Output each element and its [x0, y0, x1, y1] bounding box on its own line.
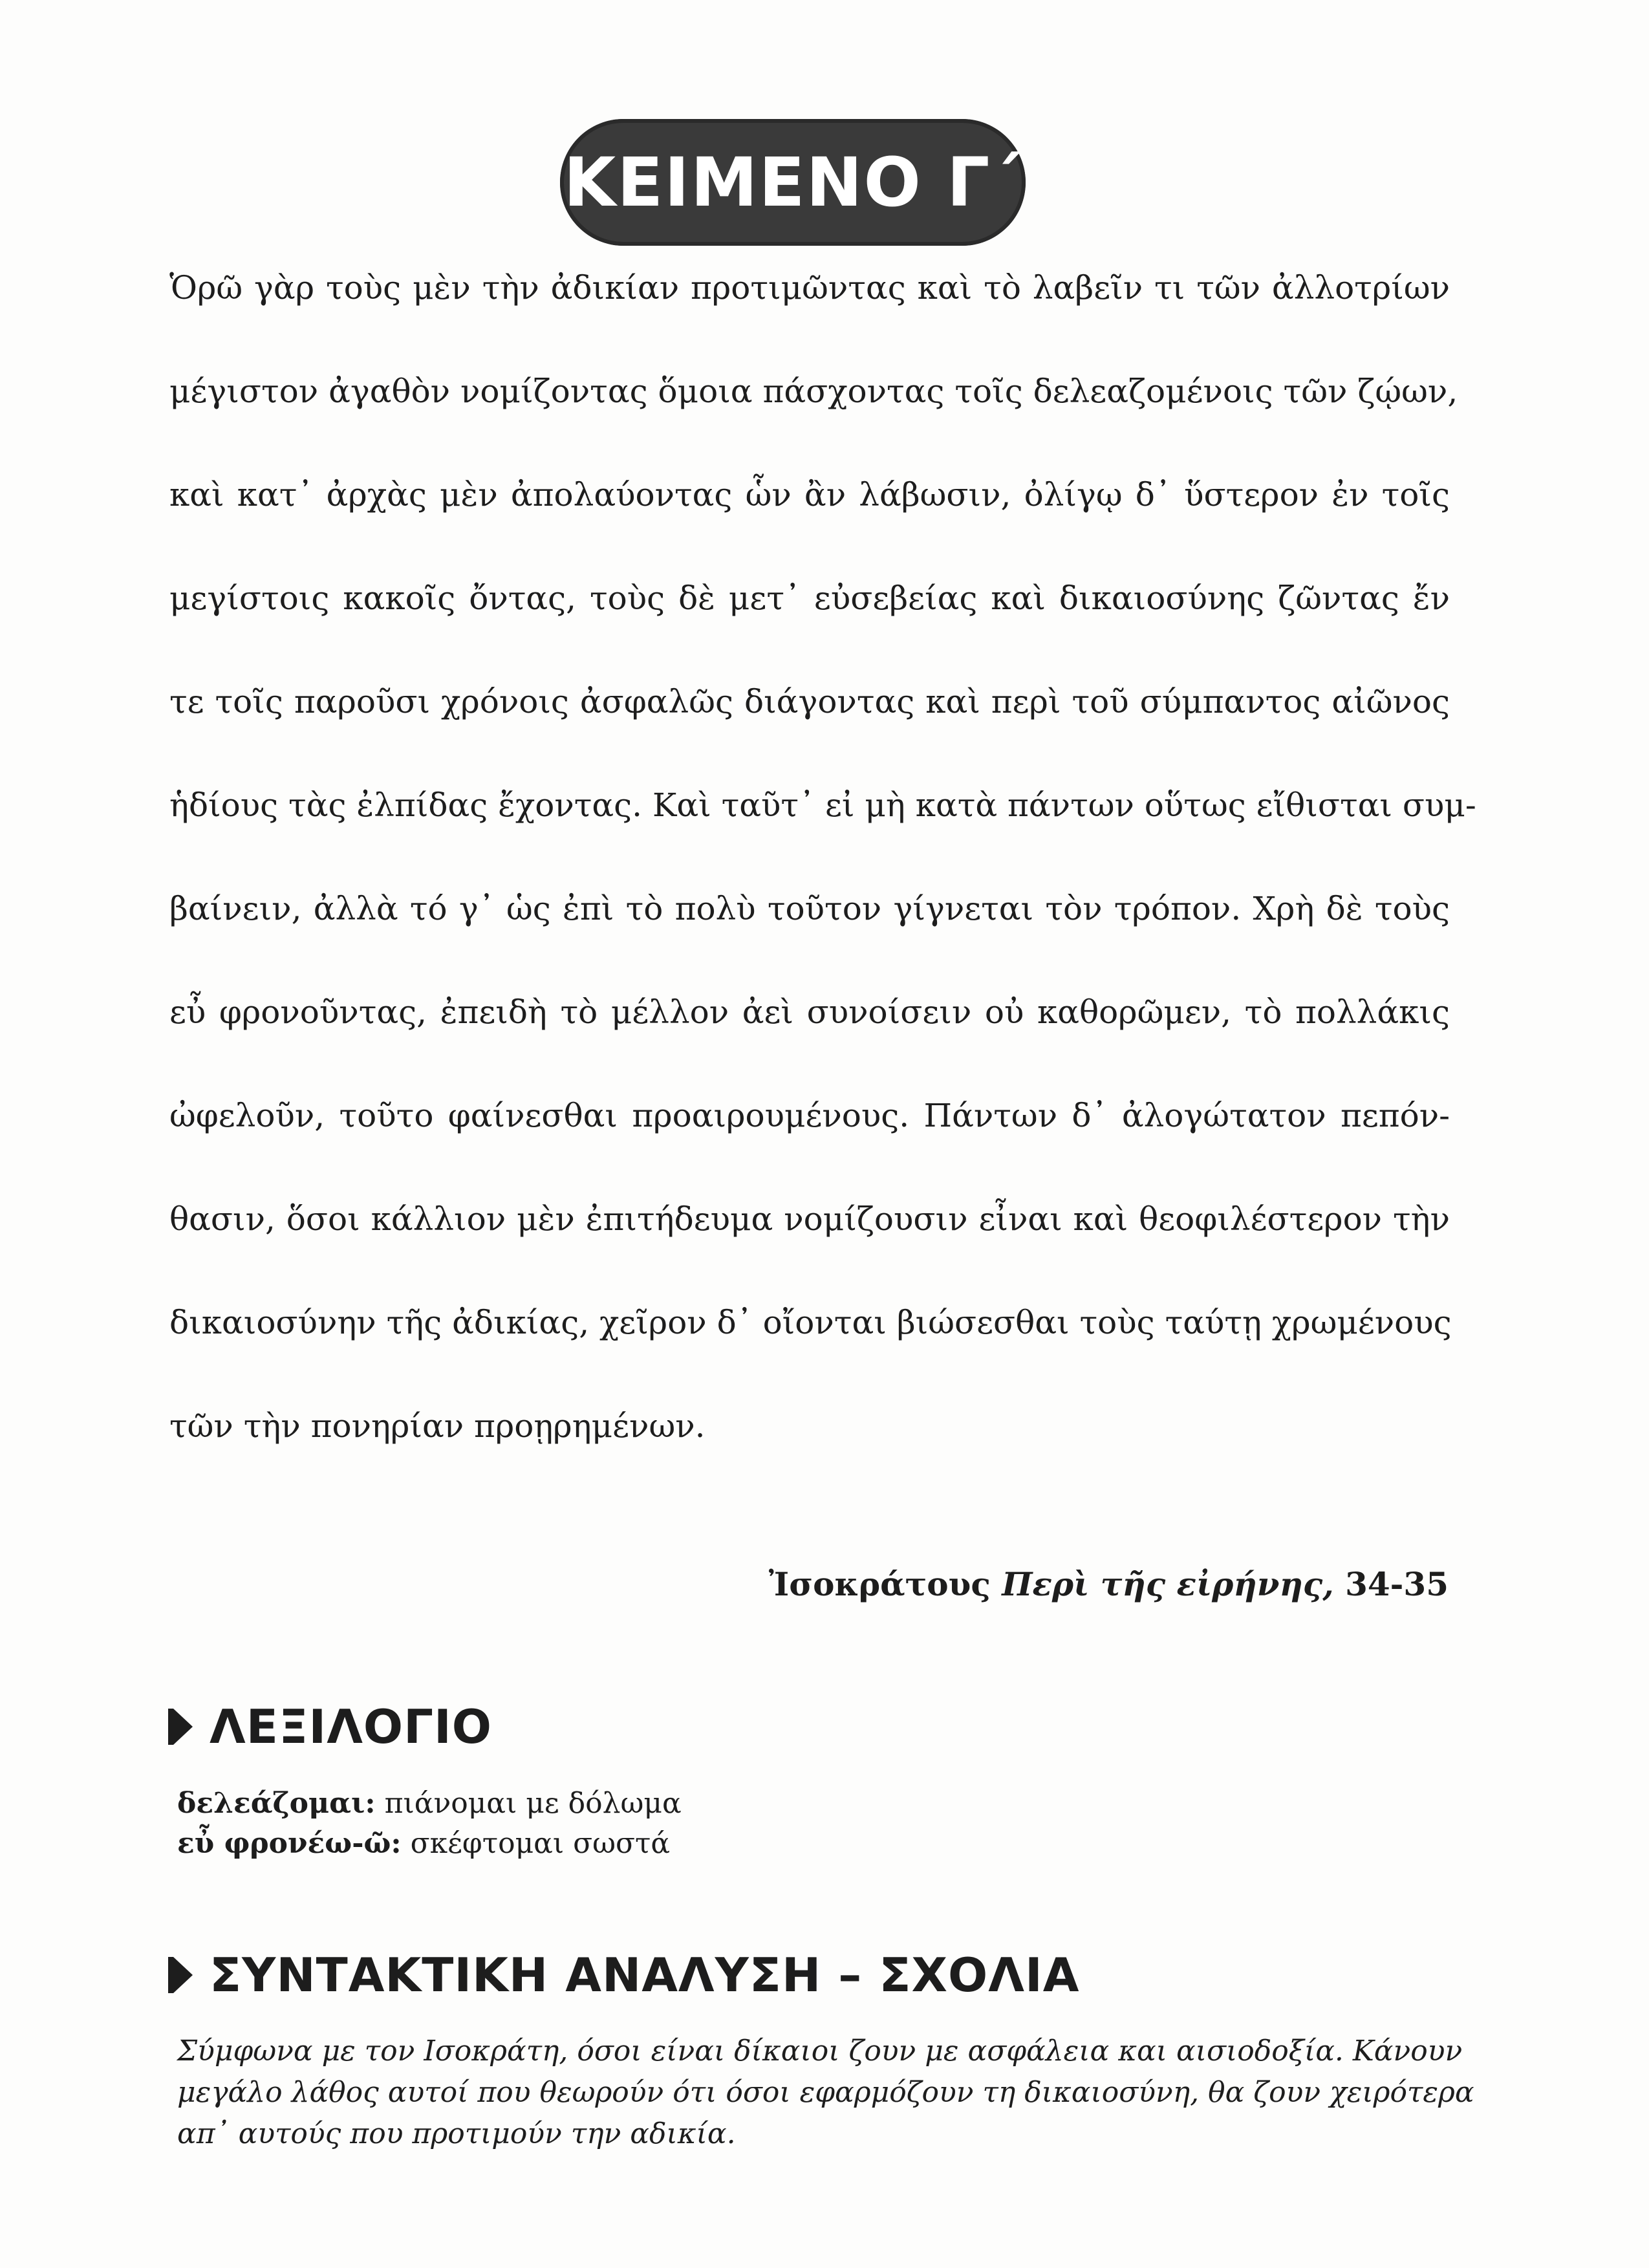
syntax-heading-label: ΣΥΝΤΑΚΤΙΚΗ ΑΝΑΛΥΣΗ – ΣΧΟΛΙΑ — [210, 1948, 1080, 2002]
source-work: Περὶ τῆς εἰρήνης, — [1002, 1565, 1334, 1603]
vocabulary-term: δελεάζομαι: — [177, 1787, 376, 1820]
section-arrow-icon — [173, 1957, 193, 1993]
section-title: ΚΕΙΜΕΝΟ Γ΄ — [563, 143, 1022, 222]
passage-line: μεγίστοις κακοῖς ὄντας, τοὺς δὲ μετ᾽ εὐσεβείας καὶ δικαιοσύνης ζῶντας ἔν — [169, 579, 1450, 617]
passage-line: μέγιστον ἀγαθὸν νομίζοντας ὅμοια πάσχοντας τοῖς δελεαζομένοις τῶν ζῴων, — [169, 373, 1458, 410]
source-author: Ἰσοκράτους — [768, 1565, 991, 1603]
vocabulary-meaning: πιάνομαι με δόλωμα — [384, 1787, 682, 1820]
passage-line: δικαιοσύνην τῆς ἀδικίας, χεῖρον δ᾽ οἴονται βιώσεσθαι τοὺς ταύτῃ χρωμένους — [169, 1304, 1452, 1341]
vocabulary-term: εὖ φρονέω-ῶ: — [177, 1827, 402, 1860]
passage-line: καὶ κατ᾽ ἀρχὰς μὲν ἀπολαύοντας ὧν ἂν λάβωσιν, ὀλίγῳ δ᾽ ὕστερον ἐν τοῖς — [169, 476, 1450, 513]
passage-line: θασιν, ὅσοι κάλλιον μὲν ἐπιτήδευμα νομίζουσιν εἶναι καὶ θεοφιλέστερον τὴν — [169, 1200, 1450, 1238]
source-citation — [769, 1565, 1449, 1603]
passage-line: τῶν τὴν πονηρίαν προῃρημένων. — [169, 1407, 706, 1445]
passage-line: εὖ φρονοῦντας, ἐπειδὴ τὸ μέλλον ἀεὶ συνοίσειν οὐ καθορῶμεν, τὸ πολλάκις — [169, 993, 1450, 1031]
vocabulary-meaning: σκέφτομαι σωστά — [410, 1827, 671, 1860]
vocabulary-heading-label: ΛΕΞΙΛΟΓΙΟ — [210, 1700, 492, 1754]
section-arrow-icon — [173, 1709, 193, 1745]
section-title-badge — [560, 119, 1026, 246]
passage-line: τε τοῖς παροῦσι χρόνοις ἀσφαλῶς διάγοντας καὶ περὶ τοῦ σύμπαντος αἰῶνος — [169, 683, 1450, 720]
commentary-line: απ᾽ αυτούς που προτιμούν την αδικία. — [177, 2117, 736, 2150]
passage-line: ἡδίους τὰς ἐλπίδας ἔχοντας. Καὶ ταῦτ᾽ εἰ μὴ κατὰ πάντων οὕτως εἴθισται συμ- — [169, 786, 1476, 824]
vocabulary-entry — [177, 1824, 682, 1864]
vocabulary-heading — [173, 1700, 492, 1754]
syntax-heading — [173, 1948, 1080, 2002]
commentary-line: Σύμφωνα με τον Ισοκράτη, όσοι είναι δίκαιοι ζουν με ασφάλεια και αισιοδοξία. Κάνουν — [177, 2035, 1463, 2068]
commentary-line: μεγάλο λάθος αυτοί που θεωρούν ότι όσοι εφαρμόζουν τη δικαιοσύνη, θα ζουν χειρότερα — [177, 2076, 1474, 2109]
vocabulary-list — [177, 1784, 682, 1864]
vocabulary-entry — [177, 1784, 682, 1824]
syntax-commentary — [177, 2031, 1474, 2155]
passage-line: Ὁρῶ γὰρ τοὺς μὲν τὴν ἀδικίαν προτιμῶντας καὶ τὸ λαβεῖν τι τῶν ἀλλοτρίων — [169, 269, 1450, 307]
source-section: 34-35 — [1345, 1565, 1449, 1603]
passage-line: βαίνειν, ἀλλὰ τό γ᾽ ὡς ἐπὶ τὸ πολὺ τοῦτον γίγνεται τὸν τρόπον. Χρὴ δὲ τοὺς — [169, 890, 1450, 927]
passage-line: ὠφελοῦν, τοῦτο φαίνεσθαι προαιρουμένους. Πάντων δ᾽ ἀλογώτατον πεπόν- — [169, 1097, 1450, 1134]
